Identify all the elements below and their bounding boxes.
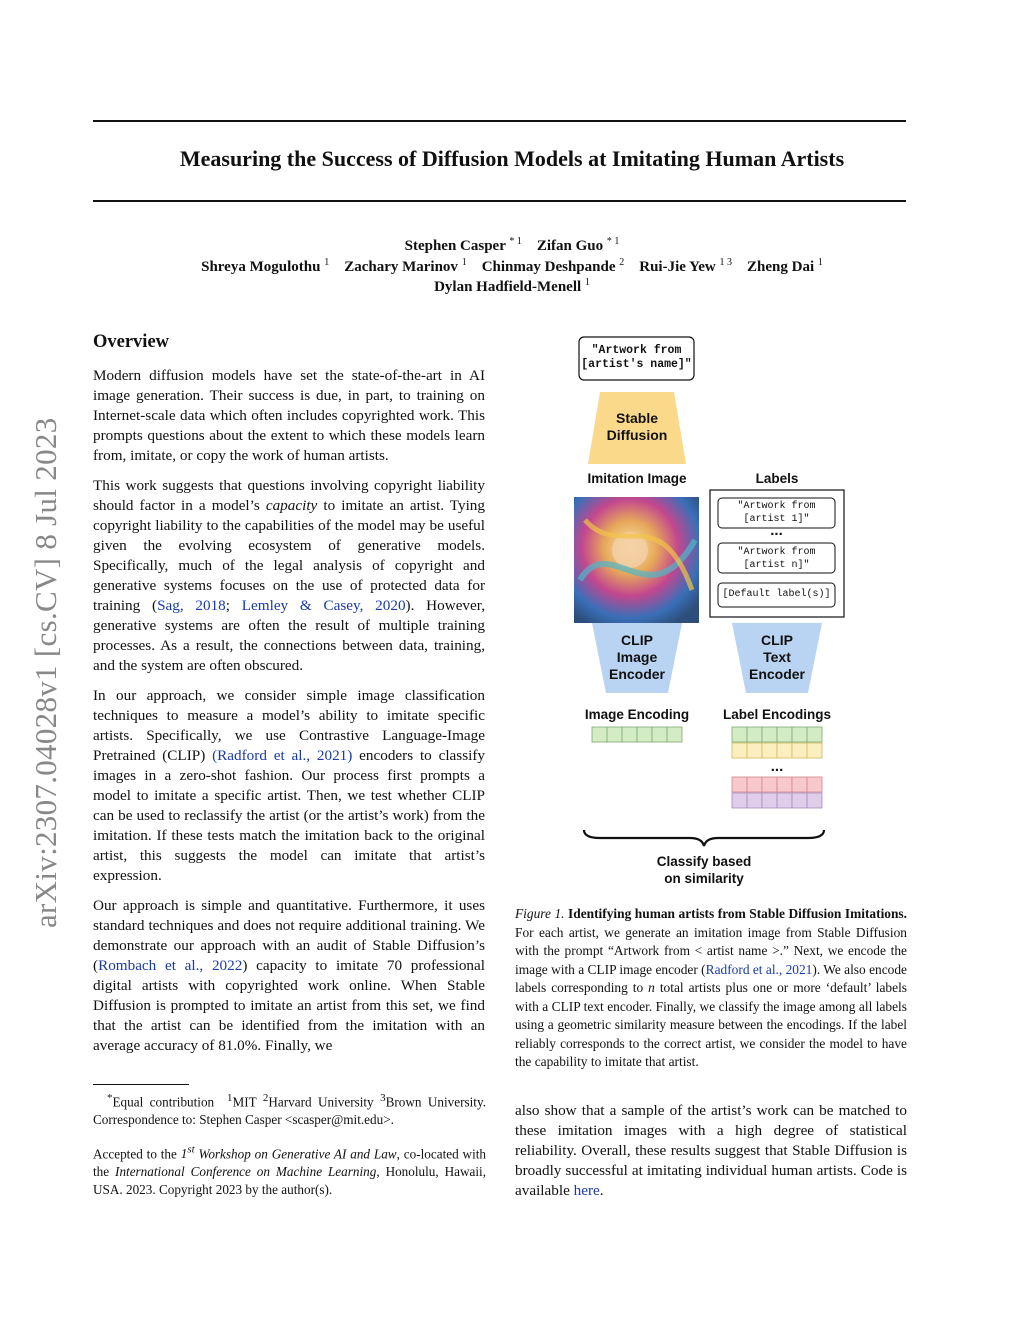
citation-link[interactable]: (Radford et al., 2021) [212,747,353,764]
accepted-note: Accepted to the 1st Workshop on Generative AI and Law, co-located with the International Conference on Machine Learning, Honolulu, Hawaii, USA. 2023. Copyright 2023 by the author(s). [93,1144,486,1198]
citation-link[interactable]: Sag, 2018 [157,597,226,614]
citation-link[interactable]: Rombach et al., 2022 [98,957,243,974]
classify-brace [584,830,824,846]
image-encoding-vector [592,727,682,742]
label-n-text: "Artwork from [artist n]" [737,547,816,571]
author: Chinmay Deshpande [481,259,616,275]
figure-caption: Figure 1. Identifying human artists from Stable Diffusion Imitations. For each artist, we generate an imitation image from Stable Diffusion with the prompt “Artwork from < artist name >.” Next, we encode the image with a CLIP image encoder (Radford et al., 2021). We also encode labels corresponding to n total artists plus one or more ‘default’ labels with a CLIP text encoder. Finally, we classify the image among all labels using a geometric similarity measure between the encodings. If the label reliably corresponds to the correct artist, we consider the model to have the capability to imitate that artist. [515,906,908,1069]
label-encoding-purple [732,793,822,808]
prompt-text: "Artwork from [artist's name]" [581,344,692,371]
author: Shreya Mogulothu [201,259,321,275]
clip-text-encoder-label: CLIP Text Encoder [748,632,805,682]
footnote-rule [93,1084,189,1085]
label-encodings-label: Label Encodings [722,707,831,722]
paragraph-1: Modern diffusion models have set the state-of-the-art in AI image generation. Their success is due, in part, to training on Internet-scale data which often includes copyrighted work. This prompts questions about the extent to which these models learn from, imitate, or copy the work of human artists. [93,367,485,464]
label-encoding-red [732,777,822,792]
labels-ellipsis: ... [770,522,783,539]
encodings-ellipsis: ... [770,758,784,775]
code-link[interactable]: here [573,1182,600,1199]
image-encoding-label: Image Encoding [584,707,690,722]
author-line-1: Stephen Casper $^{* 1}$ Zifan Guo $^{* 1}$ [404,236,620,254]
author: Dylan Hadfield-Menell [434,279,582,295]
label-1-text: "Artwork from [artist 1]" [737,501,816,525]
label-encoding-green [732,727,822,742]
stable-diffusion-label: Stable Diffusion [606,410,668,443]
paragraph-3: In our approach, we consider simple image classification techniques to measure a model’s ability to imitate specific artists. Specifically, we use Contrastive Language-Image Pretrained (CLIP) (Radford et al., 2021) encoders to classify images in a zero-shot fashion. Our process first prompts a model to imitate a specific artist. Then, we test whether CLIP can be used to reclassify the artist (or the artist’s work) from the imitation. If these tests match the imitation back to the original artist, this suggests the model can imitate that artist’s expression. [93,687,485,884]
author: Rui-Jie Yew [639,259,716,275]
right-column-text: also show that a sample of the artist’s work can be matched to these imitation images with a high degree of statistical reliability. Overall, these results suggest that Stable Diffusion is broadly successful at imitating individual human artists. Code is available here. [515,1102,907,1199]
author: Zifan Guo [536,238,604,254]
paragraph-2: This work suggests that questions involving copyright liability should factor in a model’s capacity to imitate an artist. Tying copyright liability to the capabilities of the model may be useful given the evolving ecosystem of generative models. Specifically, much of the legal analysis of copyright and generative systems focuses on the use of protected data for training (Sag, 2018; Lemley & Casey, 2020). However, generative systems are often the result of multiple training processes. As a result, the connections between data, training, and the system are often obscured. [93,477,486,674]
clip-image-encoder-label: CLIP Image Encoder [608,632,665,682]
classify-label: Classify based on similarity [656,854,752,886]
label-encoding-yellow [732,743,822,758]
citation-link[interactable]: Lemley & Casey, 2020 [241,597,406,614]
default-label-text: [Default label(s)] [722,589,831,600]
title-rule-top [93,120,906,122]
author: Stephen Casper [404,238,506,254]
arxiv-stamp [20,372,76,932]
author: Zheng Dai [747,259,815,275]
overview-heading: Overview [93,332,170,352]
imitation-image-label: Imitation Image [587,471,687,486]
paragraph-4: Our approach is simple and quantitative. Furthermore, it uses standard techniques and does not require additional training. We demonstrate our approach with an audit of Stable Diffusion’s (Rombach et al., 2022) capacity to imitate 70 professional digital artists with copyrighted work online. When Stable Diffusion is prompted to imitate an artist from this set, we find that the artist can be identified from the imitation with an average accuracy of 81.0%. Finally, we [93,897,485,1054]
paper-title: Measuring the Success of Diffusion Models at Imitating Human Artists [179,146,845,171]
labels-title: Labels [755,471,799,486]
footnote: *Equal contribution $^1$MIT $^2$Harvard University $^3$Brown University. Correspondence to: Stephen Casper <scasper@mit.edu>. [93,1092,487,1128]
arxiv-id: arXiv:2307.04028v1 [cs.CV] 8 Jul 2023 [28,417,63,928]
title-rule-bottom [93,200,906,202]
author-line-2: Shreya Mogulothu $^1$ Zachary Marinov $^1$ Chinmay Deshpande $^2$ Rui-Jie Yew $^{1 3}$ Zheng Dai $^1$ [201,257,823,275]
left-column [93,332,485,1066]
author: Zachary Marinov [344,259,458,275]
citation-link[interactable]: Radford et al., 2021 [705,961,813,977]
author-line-3: Dylan Hadfield-Menell $^1$ [434,277,590,295]
